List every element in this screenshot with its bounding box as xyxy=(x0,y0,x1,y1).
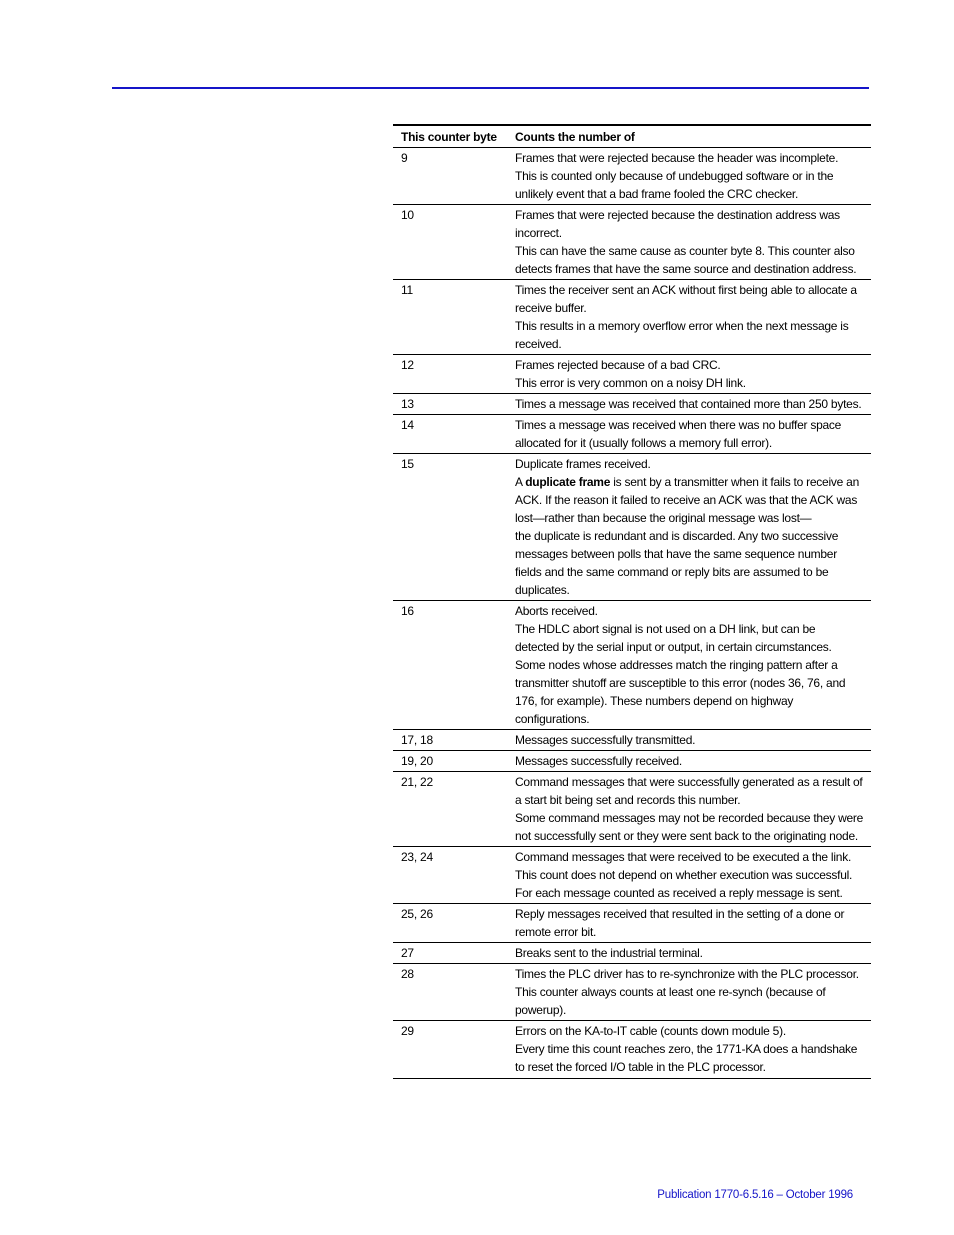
description-cell xyxy=(515,205,871,280)
description-line: received. xyxy=(515,337,562,351)
description-line: Frames that were rejected because the destination address was xyxy=(515,208,840,222)
table-body xyxy=(393,148,871,1079)
table-row xyxy=(393,943,871,964)
counter-byte-table xyxy=(393,124,871,1079)
counter-byte-cell: 27 xyxy=(393,943,515,964)
description-line: Some command messages may not be recorded because they were xyxy=(515,811,864,825)
description-line: Breaks sent to the industrial terminal. xyxy=(515,946,703,960)
description-cell xyxy=(515,415,871,454)
description-line: Command messages that were successfully generated as a result of xyxy=(515,775,863,789)
description-cell xyxy=(515,280,871,355)
description-cell xyxy=(515,355,871,394)
counter-byte-cell: 10 xyxy=(393,205,515,280)
table-row xyxy=(393,355,871,394)
description-cell xyxy=(515,904,871,943)
description-line: Frames that were rejected because the header was incomplete. xyxy=(515,151,839,165)
description-cell xyxy=(515,394,871,415)
column-header-counts: Counts the number of xyxy=(515,125,871,148)
counter-byte-cell: 29 xyxy=(393,1021,515,1079)
table-row xyxy=(393,601,871,730)
description-line: lost—rather than because the original message was lost— xyxy=(515,511,812,525)
description-text: A xyxy=(515,475,526,489)
description-line: ACK. If the reason it failed to receive an ACK was that the ACK was xyxy=(515,493,858,507)
description-line: remote error bit. xyxy=(515,925,597,939)
counter-byte-cell: 16 xyxy=(393,601,515,730)
description-line: unlikely event that a bad frame fooled the CRC checker. xyxy=(515,187,799,201)
description-line: This error is very common on a noisy DH link. xyxy=(515,376,746,390)
counter-byte-cell: 14 xyxy=(393,415,515,454)
description-cell xyxy=(515,772,871,847)
table-row xyxy=(393,772,871,847)
description-line: transmitter shutoff are susceptible to this error (nodes 36, 76, and xyxy=(515,676,846,690)
description-line: Times the receiver sent an ACK without first being able to allocate a xyxy=(515,283,857,297)
description-line: powerup). xyxy=(515,1003,567,1017)
description-line: duplicates. xyxy=(515,583,570,597)
column-header-counter-byte: This counter byte xyxy=(393,125,515,148)
counter-byte-cell: 25, 26 xyxy=(393,904,515,943)
publication-footer: Publication 1770-6.5.16 – October 1996 xyxy=(657,1189,853,1201)
table-row xyxy=(393,847,871,904)
description-line: receive buffer. xyxy=(515,301,587,315)
table-row xyxy=(393,205,871,280)
description-cell xyxy=(515,751,871,772)
description-line: Aborts received. xyxy=(515,604,598,618)
description-cell xyxy=(515,730,871,751)
description-line: The HDLC abort signal is not used on a DH link, but can be xyxy=(515,622,816,636)
description-line: For each message counted as received a reply message is sent. xyxy=(515,886,843,900)
description-line: incorrect. xyxy=(515,226,562,240)
description-line: Times the PLC driver has to re-synchronize with the PLC processor. xyxy=(515,967,859,981)
header-rule xyxy=(112,87,869,89)
description-cell xyxy=(515,943,871,964)
table-row xyxy=(393,904,871,943)
description-line: Duplicate frames received. xyxy=(515,457,651,471)
description-line: fields and the same command or reply bits are assumed to be xyxy=(515,565,829,579)
description-line: Some nodes whose addresses match the ringing pattern after a xyxy=(515,658,838,672)
counter-byte-cell: 23, 24 xyxy=(393,847,515,904)
table-row xyxy=(393,148,871,205)
description-line xyxy=(515,473,871,491)
counter-byte-cell: 19, 20 xyxy=(393,751,515,772)
table-row xyxy=(393,751,871,772)
description-line: configurations. xyxy=(515,712,590,726)
description-line: Reply messages received that resulted in the setting of a done or xyxy=(515,907,845,921)
description-line: 176, for example). These numbers depend on highway xyxy=(515,694,794,708)
description-line: This can have the same cause as counter byte 8. This counter also xyxy=(515,244,855,258)
description-line: allocated for it (usually follows a memory full error). xyxy=(515,436,773,450)
description-line: Messages successfully received. xyxy=(515,754,682,768)
description-line: Command messages that were received to be executed a the link. xyxy=(515,850,852,864)
counter-byte-cell: 28 xyxy=(393,964,515,1021)
description-line: Errors on the KA-to-IT cable (counts down module 5). xyxy=(515,1024,786,1038)
counter-byte-cell: 13 xyxy=(393,394,515,415)
description-cell xyxy=(515,964,871,1021)
description-line: the duplicate is redundant and is discarded. Any two successive xyxy=(515,529,839,543)
description-cell xyxy=(515,148,871,205)
description-cell xyxy=(515,847,871,904)
table-row xyxy=(393,1021,871,1079)
description-text: is sent by a transmitter when it fails to receive an xyxy=(610,475,860,489)
description-line: a start bit being set and records this number. xyxy=(515,793,741,807)
description-line: messages between polls that have the same sequence number xyxy=(515,547,837,561)
table-row xyxy=(393,730,871,751)
description-line: This results in a memory overflow error when the next message is xyxy=(515,319,849,333)
description-line: This counter always counts at least one re-synch (because of xyxy=(515,985,826,999)
table-row xyxy=(393,454,871,601)
description-line: Frames rejected because of a bad CRC. xyxy=(515,358,721,372)
counter-byte-cell: 9 xyxy=(393,148,515,205)
description-line: detects frames that have the same source and destination address. xyxy=(515,262,857,276)
description-line: This is counted only because of undebugged software or in the xyxy=(515,169,834,183)
counter-byte-cell: 11 xyxy=(393,280,515,355)
description-line: Times a message was received that contained more than 250 bytes. xyxy=(515,397,862,411)
bold-term: duplicate frame xyxy=(525,475,611,489)
description-line: to reset the forced I/O table in the PLC processor. xyxy=(515,1060,766,1074)
description-line: detected by the serial input or output, in certain circumstances. xyxy=(515,640,832,654)
counter-byte-cell: 12 xyxy=(393,355,515,394)
description-line: Every time this count reaches zero, the 1771-KA does a handshake xyxy=(515,1042,858,1056)
description-line: This count does not depend on whether execution was successful. xyxy=(515,868,853,882)
counter-byte-cell: 15 xyxy=(393,454,515,601)
table-row xyxy=(393,280,871,355)
table-row xyxy=(393,415,871,454)
table-row xyxy=(393,394,871,415)
counter-byte-cell: 21, 22 xyxy=(393,772,515,847)
description-cell xyxy=(515,601,871,730)
counter-byte-cell: 17, 18 xyxy=(393,730,515,751)
description-cell xyxy=(515,1021,871,1079)
description-line: not successfully sent or they were sent back to the originating node. xyxy=(515,829,858,843)
table-row xyxy=(393,964,871,1021)
description-line: Times a message was received when there was no buffer space xyxy=(515,418,842,432)
table-header-row xyxy=(393,125,871,148)
description-line: Messages successfully transmitted. xyxy=(515,733,696,747)
description-cell xyxy=(515,454,871,601)
